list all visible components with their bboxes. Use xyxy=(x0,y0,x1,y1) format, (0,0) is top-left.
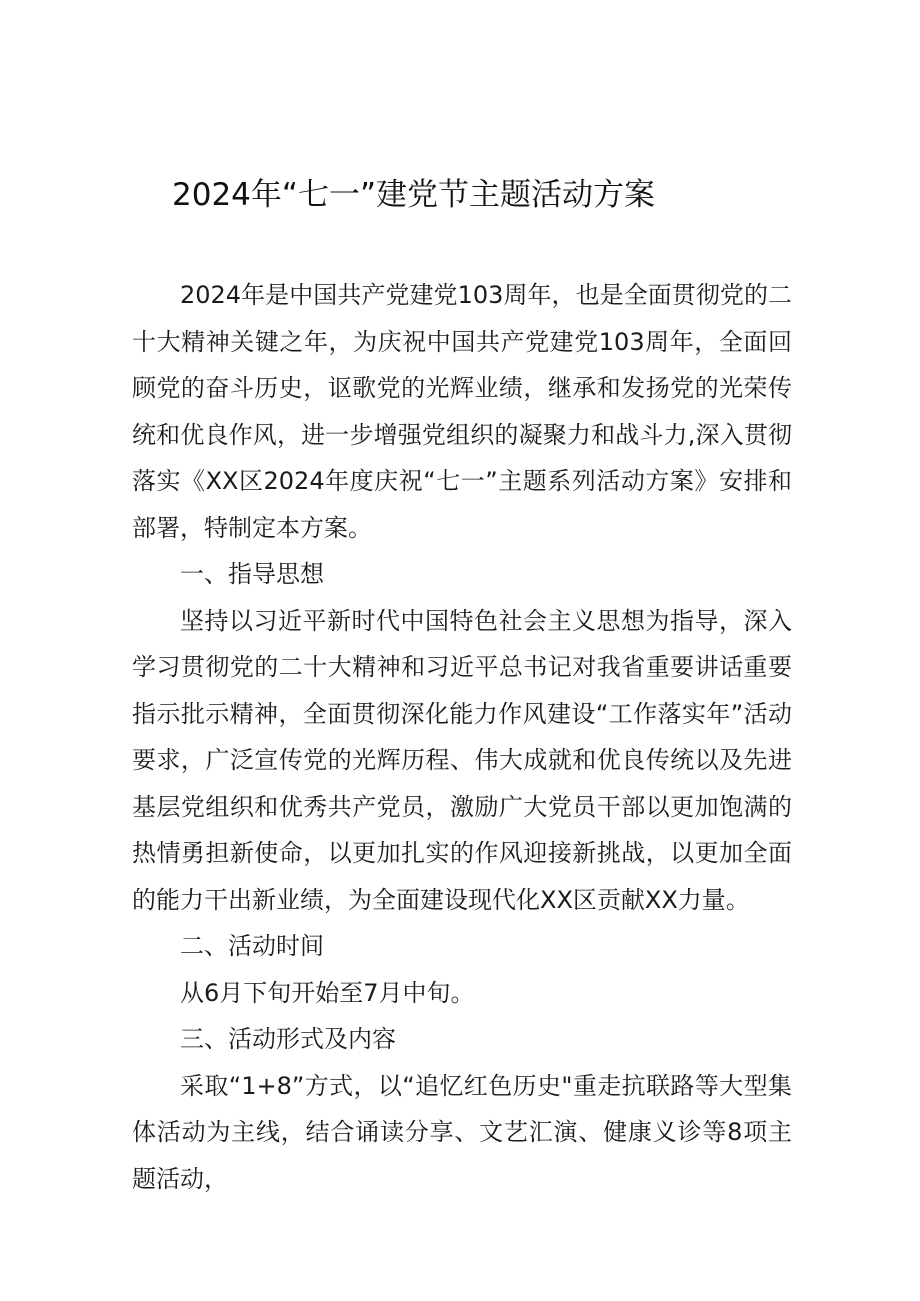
intro-paragraph: 2024年是中国共产党建党103周年，也是全面贯彻党的二十大精神关键之年，为庆祝中国共产党建党103周年，全面回顾党的奋斗历史，讴歌党的光辉业绩，继承和发扬党的光荣传统和优良作风，进一步增强党组织的凝聚力和战斗力,深入贯彻落实《XX区2024年度庆祝“七一”主题系列活动方案》安排和部署，特制定本方案。 xyxy=(132,281,792,542)
section-heading-guiding-ideology: 一、指导思想 xyxy=(180,560,324,588)
section-paragraph-activity-form: 采取“1+8”方式，以“追忆红色历史"重走抗联路等大型集体活动为主线，结合诵读分享、文艺汇演、健康义诊等8项主题活动， xyxy=(132,1071,792,1193)
section-paragraph-activity-time: 从6月下旬开始至7月中旬。 xyxy=(180,978,475,1007)
document-title: 2024年“七一”建党节主题活动方案 xyxy=(172,177,656,213)
section-heading-activity-time: 二、活动时间 xyxy=(180,932,324,960)
section-paragraph-guiding-ideology: 坚持以习近平新时代中国特色社会主义思想为指导，深入学习贯彻党的二十大精神和习近平总书记对我省重要讲话重要指示批示精神，全面贯彻深化能力作风建设“工作落实年”活动要求，广泛宣传党的光辉历程、伟大成就和优良传统以及先进基层党组织和优秀共产党员，激励广大党员干部以更加饱满的热情勇担新使命，以更加扎实的作风迎接新挑战，以更加全面的能力干出新业绩，为全面建设现代化XX区贡献XX力量。 xyxy=(132,606,792,914)
document-body xyxy=(132,272,792,1202)
section-heading-activity-form: 三、活动形式及内容 xyxy=(180,1025,396,1053)
